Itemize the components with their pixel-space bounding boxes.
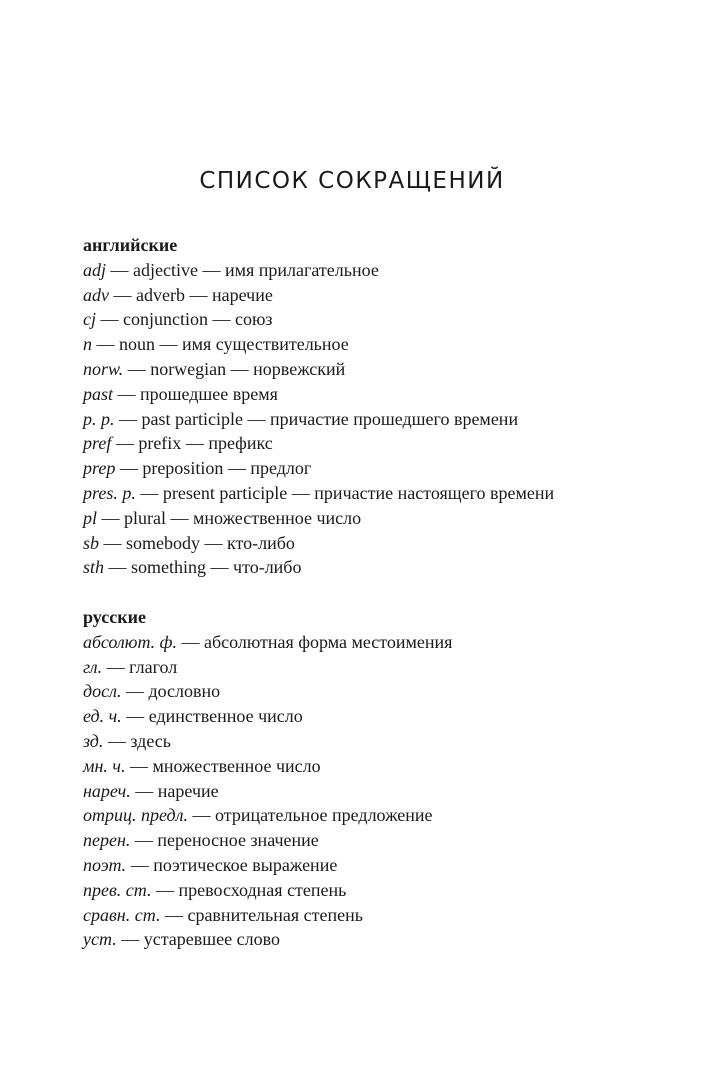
abbreviation-meaning: preposition bbox=[142, 458, 224, 479]
abbreviation-term: n bbox=[83, 334, 92, 355]
section-heading: английские bbox=[83, 235, 178, 255]
em-dash-separator: — bbox=[121, 929, 140, 950]
abbreviation-entry bbox=[83, 803, 663, 828]
abbreviation-term: гл. bbox=[83, 656, 103, 677]
em-dash-separator: — bbox=[100, 309, 119, 330]
abbreviation-term: pl bbox=[83, 507, 98, 528]
em-dash-separator: — bbox=[202, 259, 221, 280]
em-dash-separator: — bbox=[134, 830, 153, 851]
abbreviation-meaning: поэтическое выражение bbox=[153, 854, 338, 875]
em-dash-separator: — bbox=[106, 656, 125, 677]
abbreviation-entry bbox=[83, 878, 663, 903]
abbreviation-entry bbox=[83, 903, 663, 928]
abbreviation-meaning: прошедшее время bbox=[140, 383, 278, 404]
abbreviation-meaning: абсолютная форма местоимения bbox=[203, 631, 453, 652]
abbreviation-meaning: норвежский bbox=[253, 358, 346, 379]
abbreviation-meaning: устаревшее слово bbox=[143, 929, 280, 950]
em-dash-separator: — bbox=[159, 334, 178, 355]
em-dash-separator: — bbox=[130, 854, 149, 875]
em-dash-separator: — bbox=[230, 358, 249, 379]
abbreviation-list bbox=[83, 630, 663, 952]
em-dash-separator: — bbox=[126, 706, 145, 727]
page-title: СПИСОК СОКРАЩЕНИЙ bbox=[199, 168, 505, 194]
em-dash-separator: — bbox=[115, 433, 134, 454]
em-dash-separator: — bbox=[185, 433, 204, 454]
abbreviation-meaning: adjective bbox=[133, 259, 198, 280]
em-dash-separator: — bbox=[125, 681, 144, 702]
em-dash-separator: — bbox=[117, 383, 136, 404]
abbreviation-meaning: somebody bbox=[126, 532, 201, 553]
abbreviation-term: sb bbox=[83, 532, 100, 553]
section-english-abbreviations bbox=[83, 233, 663, 580]
abbreviation-term: past bbox=[83, 383, 114, 404]
em-dash-separator: — bbox=[108, 557, 127, 578]
abbreviation-meaning: причастие настоящего времени bbox=[314, 482, 555, 503]
abbreviation-entry bbox=[83, 679, 663, 704]
abbreviation-meaning: причастие прошедшего времени bbox=[269, 408, 519, 429]
abbreviation-meaning: имя прилагательное bbox=[224, 259, 379, 280]
abbreviation-meaning: дословно bbox=[148, 681, 221, 702]
abbreviation-meaning: префикс bbox=[208, 433, 273, 454]
abbreviation-term: p. p. bbox=[83, 408, 115, 429]
abbreviation-term: prep bbox=[83, 458, 116, 479]
em-dash-separator: — bbox=[189, 284, 208, 305]
abbreviation-entry bbox=[83, 531, 663, 556]
em-dash-separator: — bbox=[119, 458, 138, 479]
abbreviation-meaning: множественное число bbox=[193, 507, 362, 528]
em-dash-separator: — bbox=[170, 507, 189, 528]
abbreviation-meaning: conjunction bbox=[123, 309, 208, 330]
abbreviation-term: перен. bbox=[83, 830, 131, 851]
abbreviation-entry bbox=[83, 456, 663, 481]
abbreviation-entry bbox=[83, 506, 663, 531]
abbreviation-meaning: past participle bbox=[141, 408, 243, 429]
abbreviation-meaning: plural bbox=[124, 507, 167, 528]
em-dash-separator: — bbox=[156, 879, 175, 900]
abbreviation-term: adj bbox=[83, 259, 107, 280]
abbreviation-entry bbox=[83, 407, 663, 432]
em-dash-separator: — bbox=[127, 358, 146, 379]
abbreviation-term: сравн. ст. bbox=[83, 904, 161, 925]
abbreviation-term: cj bbox=[83, 309, 96, 330]
em-dash-separator: — bbox=[140, 482, 159, 503]
em-dash-separator: — bbox=[135, 780, 154, 801]
abbreviation-meaning: prefix bbox=[138, 433, 182, 454]
section-heading: русские bbox=[83, 607, 146, 627]
abbreviation-term: мн. ч. bbox=[83, 755, 126, 776]
abbreviation-entry bbox=[83, 828, 663, 853]
em-dash-separator: — bbox=[210, 557, 229, 578]
abbreviation-term: поэт. bbox=[83, 854, 127, 875]
abbreviation-term: pref bbox=[83, 433, 112, 454]
em-dash-separator: — bbox=[181, 631, 200, 652]
abbreviation-term: нареч. bbox=[83, 780, 131, 801]
abbreviation-term: абсолют. ф. bbox=[83, 631, 177, 652]
abbreviation-entry bbox=[83, 332, 663, 357]
abbreviation-entry bbox=[83, 357, 663, 382]
abbreviation-term: adv bbox=[83, 284, 109, 305]
em-dash-separator: — bbox=[227, 458, 246, 479]
abbreviation-meaning: кто-либо bbox=[227, 532, 295, 553]
abbreviation-meaning: present participle bbox=[162, 482, 288, 503]
abbreviation-meaning: наречие bbox=[157, 780, 219, 801]
abbreviation-term: ед. ч. bbox=[83, 706, 122, 727]
abbreviation-meaning: norwegian bbox=[150, 358, 227, 379]
em-dash-separator: — bbox=[291, 482, 310, 503]
abbreviation-meaning: something bbox=[131, 557, 207, 578]
abbreviation-meaning: превосходная степень bbox=[178, 879, 347, 900]
abbreviation-meaning: здесь bbox=[130, 730, 171, 751]
abbreviation-meaning: что-либо bbox=[233, 557, 302, 578]
em-dash-separator: — bbox=[130, 755, 149, 776]
em-dash-separator: — bbox=[192, 805, 211, 826]
section-russian-abbreviations bbox=[83, 605, 663, 952]
em-dash-separator: — bbox=[164, 904, 183, 925]
abbreviation-term: прев. ст. bbox=[83, 879, 152, 900]
abbreviation-meaning: единственное число bbox=[148, 706, 303, 727]
abbreviation-meaning: глагол bbox=[129, 656, 178, 677]
abbreviation-term: зд. bbox=[83, 730, 104, 751]
abbreviation-meaning: отрицательное предложение bbox=[215, 805, 433, 826]
em-dash-separator: — bbox=[110, 259, 129, 280]
abbreviation-entry bbox=[83, 779, 663, 804]
abbreviation-meaning: переносное значение bbox=[157, 830, 319, 851]
em-dash-separator: — bbox=[204, 532, 223, 553]
abbreviation-entry bbox=[83, 630, 663, 655]
em-dash-separator: — bbox=[107, 730, 126, 751]
em-dash-separator: — bbox=[113, 284, 132, 305]
abbreviation-meaning: предлог bbox=[250, 458, 312, 479]
abbreviation-term: уст. bbox=[83, 929, 117, 950]
em-dash-separator: — bbox=[247, 408, 266, 429]
abbreviation-list bbox=[83, 258, 663, 580]
abbreviation-entry bbox=[83, 655, 663, 680]
abbreviation-term: pres. p. bbox=[83, 482, 136, 503]
abbreviation-entry bbox=[83, 431, 663, 456]
abbreviation-entry bbox=[83, 283, 663, 308]
abbreviation-meaning: noun bbox=[119, 334, 155, 355]
em-dash-separator: — bbox=[212, 309, 231, 330]
abbreviation-term: norw. bbox=[83, 358, 124, 379]
abbreviation-term: досл. bbox=[83, 681, 122, 702]
abbreviation-meaning: имя существительное bbox=[182, 334, 349, 355]
abbreviation-entry bbox=[83, 258, 663, 283]
abbreviation-entry bbox=[83, 704, 663, 729]
abbreviation-entry bbox=[83, 382, 663, 407]
abbreviation-meaning: множественное число bbox=[152, 755, 321, 776]
em-dash-separator: — bbox=[119, 408, 137, 429]
abbreviation-term: sth bbox=[83, 557, 105, 578]
abbreviation-entry bbox=[83, 853, 663, 878]
em-dash-separator: — bbox=[96, 334, 115, 355]
abbreviation-meaning: сравнительная степень bbox=[187, 904, 363, 925]
abbreviation-meaning: adverb bbox=[136, 284, 185, 305]
abbreviation-entry bbox=[83, 555, 663, 580]
abbreviation-term: отриц. предл. bbox=[83, 805, 188, 826]
em-dash-separator: — bbox=[103, 532, 122, 553]
abbreviation-entry bbox=[83, 927, 663, 952]
em-dash-separator: — bbox=[101, 507, 120, 528]
abbreviation-meaning: наречие bbox=[211, 284, 273, 305]
abbreviation-entry bbox=[83, 729, 663, 754]
abbreviation-entry bbox=[83, 481, 663, 506]
abbreviation-meaning: союз bbox=[234, 309, 273, 330]
abbreviation-entry bbox=[83, 754, 663, 779]
abbreviation-entry bbox=[83, 307, 663, 332]
